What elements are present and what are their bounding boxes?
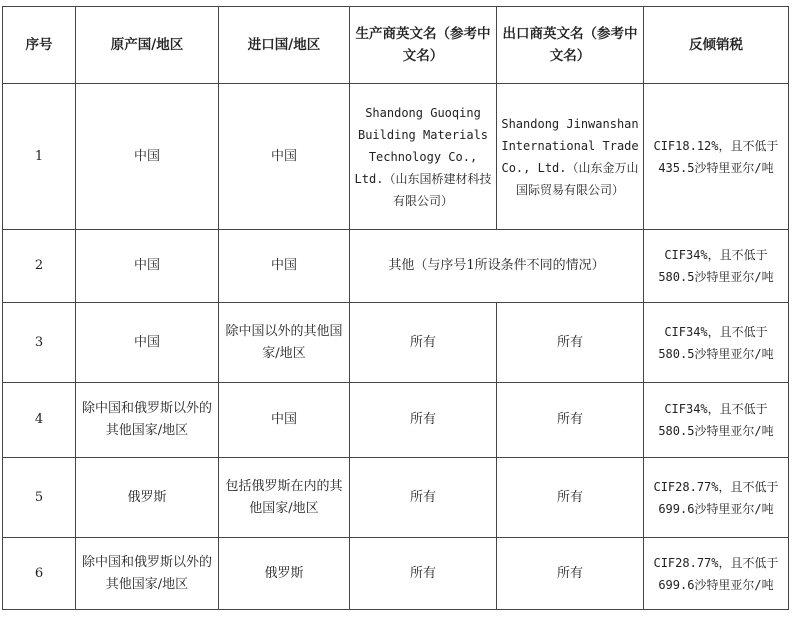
cell-producer: 所有	[350, 303, 497, 383]
header-row	[3, 7, 789, 84]
cell-no: 5	[3, 458, 76, 538]
table-row	[3, 458, 789, 538]
cell-origin: 俄罗斯	[76, 458, 219, 538]
cell-import: 中国	[219, 230, 350, 303]
cell-no: 6	[3, 538, 76, 610]
cell-origin: 中国	[76, 84, 219, 230]
cell-duty: CIF28.77%，且不低于699.6沙特里亚尔/吨	[644, 458, 789, 538]
cell-other-conditions: 其他（与序号1所设条件不同的情况）	[350, 230, 644, 303]
cell-duty: CIF18.12%，且不低于435.5沙特里亚尔/吨	[644, 84, 789, 230]
cell-import: 俄罗斯	[219, 538, 350, 610]
cell-import: 中国	[219, 84, 350, 230]
cell-duty: CIF34%，且不低于580.5沙特里亚尔/吨	[644, 230, 789, 303]
cell-exporter: 所有	[497, 383, 644, 458]
cell-import: 除中国以外的其他国家/地区	[219, 303, 350, 383]
document-page	[2, 6, 789, 610]
cell-origin: 中国	[76, 230, 219, 303]
header-origin: 原产国/地区	[76, 7, 219, 84]
cell-exporter: Shandong Jinwanshan International Trade Co., Ltd.（山东金万山国际贸易有限公司）	[497, 84, 644, 230]
cell-import: 中国	[219, 383, 350, 458]
cell-exporter: 所有	[497, 458, 644, 538]
anti-dumping-table	[2, 6, 789, 610]
cell-no: 1	[3, 84, 76, 230]
cell-duty: CIF34%，且不低于580.5沙特里亚尔/吨	[644, 383, 789, 458]
header-import: 进口国/地区	[219, 7, 350, 84]
header-producer: 生产商英文名（参考中文名）	[350, 7, 497, 84]
header-no: 序号	[3, 7, 76, 84]
header-exporter: 出口商英文名（参考中文名）	[497, 7, 644, 84]
header-duty: 反倾销税	[644, 7, 789, 84]
cell-producer: Shandong Guoqing Building Materials Technology Co., Ltd.（山东国桥建材科技有限公司）	[350, 84, 497, 230]
cell-import: 包括俄罗斯在内的其他国家/地区	[219, 458, 350, 538]
cell-origin: 中国	[76, 303, 219, 383]
cell-no: 2	[3, 230, 76, 303]
cell-origin: 除中国和俄罗斯以外的其他国家/地区	[76, 383, 219, 458]
table-row	[3, 303, 789, 383]
cell-origin: 除中国和俄罗斯以外的其他国家/地区	[76, 538, 219, 610]
cell-exporter: 所有	[497, 303, 644, 383]
cell-duty: CIF34%，且不低于580.5沙特里亚尔/吨	[644, 303, 789, 383]
cell-duty: CIF28.77%，且不低于699.6沙特里亚尔/吨	[644, 538, 789, 610]
cell-producer: 所有	[350, 383, 497, 458]
table-row	[3, 230, 789, 303]
cell-no: 3	[3, 303, 76, 383]
cell-producer: 所有	[350, 458, 497, 538]
table-row	[3, 538, 789, 610]
table-row	[3, 84, 789, 230]
table-row	[3, 383, 789, 458]
cell-exporter: 所有	[497, 538, 644, 610]
cell-producer: 所有	[350, 538, 497, 610]
cell-no: 4	[3, 383, 76, 458]
